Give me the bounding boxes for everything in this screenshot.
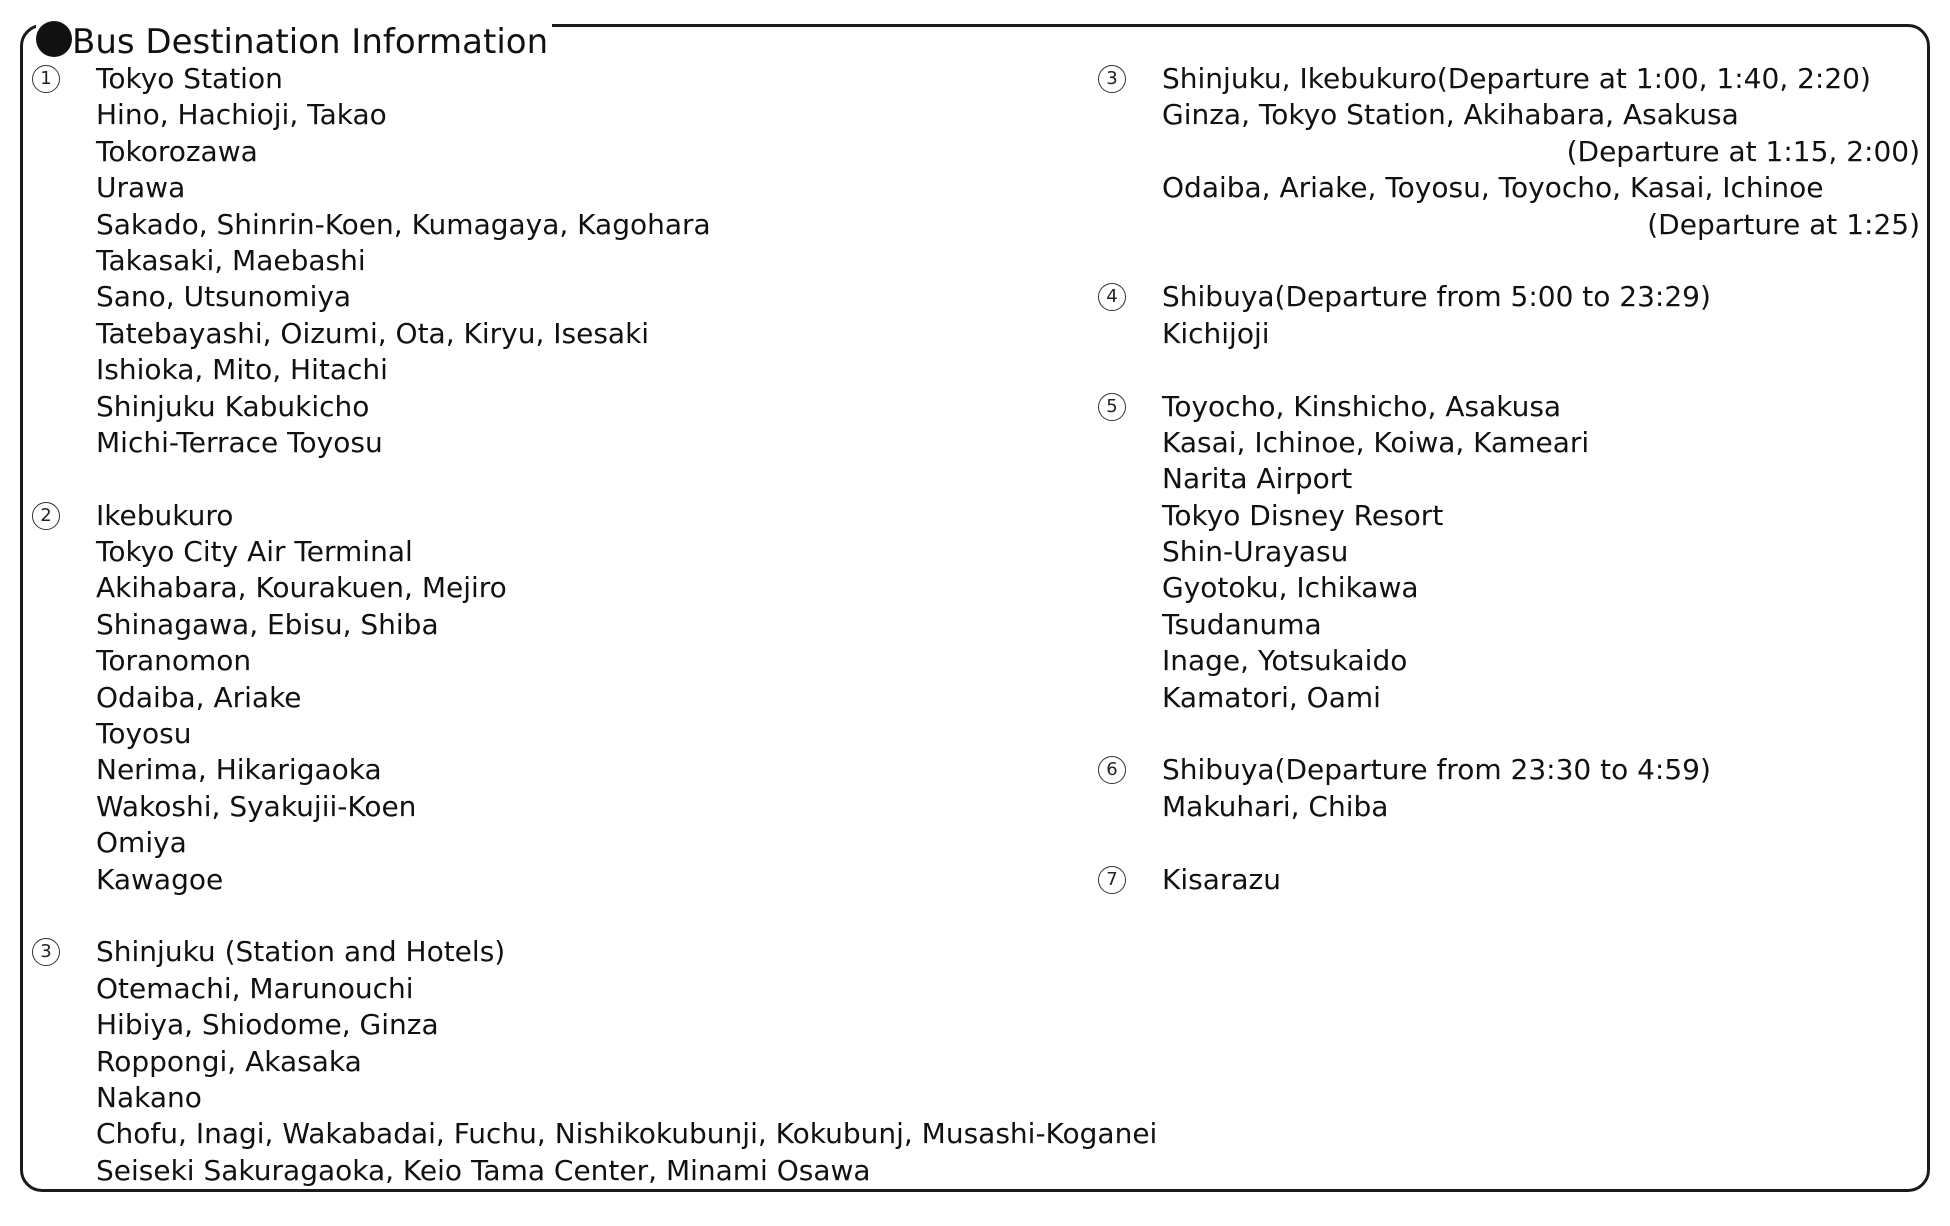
route-number-badge: 7 (1098, 866, 1126, 894)
destination-text: Sano, Utsunomiya (96, 280, 352, 314)
destination-text: Shibuya(Departure from 23:30 to 4:59) (1162, 753, 1711, 787)
destination-text: Gyotoku, Ichikawa (1162, 571, 1419, 605)
destination-text: Tokyo Station (96, 62, 283, 95)
destination-line (32, 207, 1162, 243)
destination-line (32, 1116, 1162, 1152)
destination-line (1098, 534, 1920, 570)
destination-text: Ikebukuro (96, 498, 234, 532)
destination-text: Odaiba, Ariake, Toyosu, Toyocho, Kasai, Ichinoe (1162, 171, 1824, 205)
destination-text: Chofu, Inagi, Wakabadai, Fuchu, Nishikokubunji, Kokubunj, Musashi-Koganei (96, 1117, 1158, 1151)
route-group (1098, 279, 1920, 352)
destination-text: Roppongi, Akasaka (96, 1044, 362, 1078)
route-group (32, 498, 1162, 898)
destination-line (1098, 498, 1920, 534)
destination-line (32, 825, 1162, 861)
route-group (1098, 862, 1920, 898)
destination-line (1098, 680, 1920, 716)
route-group (1098, 752, 1920, 825)
destination-text: Odaiba, Ariake (96, 680, 302, 714)
destination-text: Shinagawa, Ebisu, Shiba (96, 607, 439, 641)
board-title (36, 18, 552, 66)
destination-text: Tokyo Disney Resort (1162, 498, 1444, 532)
destination-line (1098, 862, 1920, 898)
destination-line (32, 752, 1162, 788)
destination-text: Inage, Yotsukaido (1162, 644, 1408, 678)
destination-line (32, 716, 1162, 752)
destination-line (32, 643, 1162, 679)
destination-line (1098, 789, 1920, 825)
left-column (32, 61, 1162, 1226)
destination-text: Nakano (96, 1080, 202, 1114)
destination-text: Ginza, Tokyo Station, Akihabara, Asakusa (1162, 98, 1739, 132)
destination-line (32, 97, 1162, 133)
route-number-badge: 1 (32, 65, 60, 93)
destination-line (32, 971, 1162, 1007)
destination-text: Takasaki, Maebashi (96, 243, 366, 277)
destination-line (1098, 461, 1920, 497)
destination-line (32, 1044, 1162, 1080)
destination-text: Ishioka, Mito, Hitachi (96, 353, 388, 387)
destination-line (1098, 607, 1920, 643)
destination-text: Nerima, Hikarigaoka (96, 753, 382, 787)
destination-text: Toranomon (96, 644, 252, 678)
destination-line (32, 352, 1162, 388)
destination-text: Toyocho, Kinshicho, Asakusa (1162, 389, 1562, 423)
destination-line (32, 134, 1162, 170)
destination-line (32, 862, 1162, 898)
destination-line (32, 534, 1162, 570)
right-column (1098, 61, 1920, 934)
destination-text: (Departure at 1:25) (1647, 207, 1920, 241)
destination-text: Shin-Urayasu (1162, 535, 1349, 569)
destination-line (1098, 170, 1920, 206)
destination-text: Tatebayashi, Oizumi, Ota, Kiryu, Isesaki (96, 316, 650, 350)
destination-line (32, 789, 1162, 825)
destination-line (32, 498, 1162, 534)
destination-text: Kawagoe (96, 862, 224, 896)
destination-line (1098, 279, 1920, 315)
route-group (1098, 61, 1920, 243)
route-group (1098, 389, 1920, 717)
destination-text: Makuhari, Chiba (1162, 789, 1389, 823)
destination-text: Tokyo City Air Terminal (96, 535, 413, 569)
destination-line (1098, 425, 1920, 461)
destination-text: Shinjuku Kabukicho (96, 389, 370, 423)
destination-text: Seiseki Sakuragaoka, Keio Tama Center, Minami Osawa (96, 1153, 871, 1187)
destination-text: Kichijoji (1162, 316, 1270, 350)
destination-line (32, 1153, 1162, 1189)
destination-text: Tsudanuma (1162, 607, 1322, 641)
destination-line (32, 61, 1162, 97)
bullet-dot-icon (36, 21, 72, 57)
destination-line (32, 1080, 1162, 1116)
destination-line (32, 934, 1162, 970)
route-number-badge: 5 (1098, 393, 1126, 421)
destination-text: Urawa (96, 171, 186, 205)
destination-text: Hino, Hachioji, Takao (96, 98, 387, 132)
destination-text: Kasai, Ichinoe, Koiwa, Kameari (1162, 425, 1590, 459)
destination-line (1098, 316, 1920, 352)
destination-line (1098, 570, 1920, 606)
destination-text: Tokorozawa (96, 134, 258, 168)
route-number-badge: 6 (1098, 756, 1126, 784)
destination-text: Wakoshi, Syakujii-Koen (96, 789, 417, 823)
route-group (32, 934, 1162, 1189)
destination-text: Sakado, Shinrin-Koen, Kumagaya, Kagohara (96, 207, 711, 241)
destination-line (32, 389, 1162, 425)
destination-text: Shinjuku (Station and Hotels) (96, 935, 506, 969)
destination-text: (Departure at 1:15, 2:00) (1566, 134, 1920, 168)
destination-line (1098, 61, 1920, 97)
destination-text: Shinjuku, Ikebukuro(Departure at 1:00, 1:40, 2:20) (1162, 62, 1871, 95)
destination-line (32, 1007, 1162, 1043)
destination-line (1098, 207, 1920, 243)
route-number-badge: 2 (32, 502, 60, 530)
destination-text: Hibiya, Shiodome, Ginza (96, 1008, 439, 1042)
destination-text: Shibuya(Departure from 5:00 to 23:29) (1162, 280, 1711, 314)
destination-text: Toyosu (96, 717, 192, 751)
destination-text: Kamatori, Oami (1162, 680, 1381, 714)
destination-line (32, 170, 1162, 206)
destination-text: Akihabara, Kourakuen, Mejiro (96, 571, 507, 605)
route-group (32, 61, 1162, 461)
destination-line (1098, 134, 1920, 170)
board-title-text: Bus Destination Information (72, 22, 549, 62)
destination-line (32, 425, 1162, 461)
destination-text: Kisarazu (1162, 862, 1281, 896)
destination-line (32, 680, 1162, 716)
destination-line (32, 607, 1162, 643)
destination-line (32, 316, 1162, 352)
destination-line (1098, 389, 1920, 425)
destination-line (1098, 643, 1920, 679)
route-number-badge: 3 (1098, 65, 1126, 93)
destination-line (32, 570, 1162, 606)
destination-line (1098, 752, 1920, 788)
destination-line (1098, 97, 1920, 133)
destination-text: Michi-Terrace Toyosu (96, 425, 383, 459)
route-number-badge: 4 (1098, 283, 1126, 311)
route-number-badge: 3 (32, 938, 60, 966)
destination-text: Narita Airport (1162, 462, 1353, 496)
destination-line (32, 279, 1162, 315)
destination-line (32, 243, 1162, 279)
destination-text: Omiya (96, 826, 187, 860)
destination-text: Otemachi, Marunouchi (96, 971, 414, 1005)
